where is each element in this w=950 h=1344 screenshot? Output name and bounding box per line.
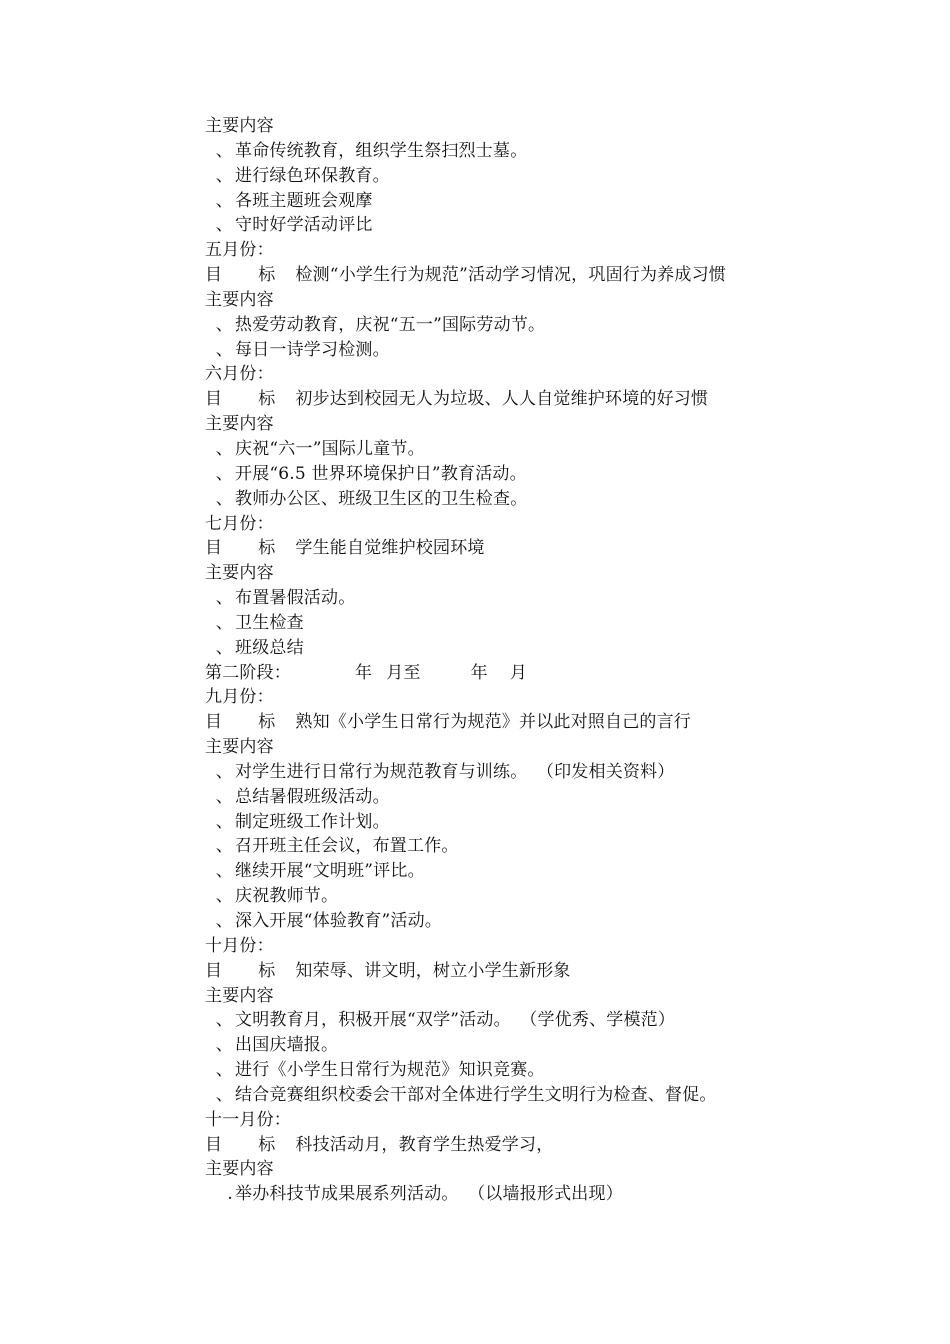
goal-label-biao: 标 — [258, 960, 276, 981]
list-item-text: 卫生检查 — [235, 612, 304, 633]
goal-label-mu: 目 — [205, 1134, 223, 1155]
goal-text: 初步达到校园无人为垃圾、人人自觉维护环境的好习惯 — [295, 389, 709, 410]
list-bullet: 、 — [215, 339, 233, 360]
section-heading — [205, 362, 905, 387]
section-heading — [205, 512, 905, 537]
list-item — [205, 810, 905, 835]
list-bullet: 、 — [215, 637, 233, 658]
goal-text: 科技活动月，教育学生热爱学习， — [295, 1134, 554, 1155]
list-item — [205, 313, 905, 338]
section-heading — [205, 1157, 905, 1182]
heading-text: 主要内容 — [205, 563, 274, 584]
list-item-text: 革命传统教育，组织学生祭扫烈士墓。 — [235, 140, 528, 161]
goal-label-mu: 目 — [205, 960, 223, 981]
list-item-text: 教师办公区、班级卫生区的卫生检查。 — [235, 488, 528, 509]
list-bullet: 、 — [215, 761, 233, 782]
section-heading — [205, 735, 905, 760]
list-item-text: 继续开展“文明班”评比。 — [235, 861, 425, 882]
list-item — [205, 760, 905, 785]
heading-text: 十月份： — [205, 935, 274, 956]
list-item — [205, 909, 905, 934]
list-bullet: 、 — [215, 1010, 233, 1031]
list-item-note: （以墙报形式出现） — [476, 1184, 623, 1205]
list-item-text: 班级总结 — [235, 637, 304, 658]
heading-text: 十一月份： — [205, 1109, 291, 1130]
goal-label-biao: 标 — [258, 265, 276, 286]
list-item — [205, 785, 905, 810]
section-heading — [205, 238, 905, 263]
goal-label-mu: 目 — [205, 538, 223, 559]
list-bullet: 、 — [215, 1060, 233, 1081]
stage-line — [205, 661, 905, 686]
goal-label-biao: 标 — [258, 712, 276, 733]
list-item — [205, 139, 905, 164]
heading-text: 主要内容 — [205, 1159, 274, 1180]
list-item — [205, 189, 905, 214]
goal-label-mu: 目 — [205, 712, 223, 733]
list-item — [205, 213, 905, 238]
goal-label-mu: 目 — [205, 265, 223, 286]
list-bullet: 、 — [215, 911, 233, 931]
heading-text: 六月份： — [205, 364, 274, 385]
stage-year-start: 年 — [355, 662, 373, 683]
goal-line — [205, 536, 905, 561]
list-bullet: 、 — [215, 811, 233, 832]
list-bullet: 、 — [215, 1084, 233, 1105]
list-bullet: 、 — [215, 488, 233, 509]
list-item — [205, 462, 905, 487]
list-item — [205, 884, 905, 909]
list-bullet: 、 — [215, 438, 233, 459]
stage-year-end: 年 — [470, 662, 488, 683]
section-heading — [205, 984, 905, 1009]
list-bullet: 、 — [215, 612, 233, 633]
list-bullet: 、 — [215, 861, 233, 882]
list-item-text: 热爱劳动教育，庆祝“五一”国际劳动节。 — [235, 314, 546, 335]
goal-text: 检测“小学生行为规范”活动学习情况，巩固行为养成习惯 — [295, 265, 726, 286]
list-bullet: 、 — [215, 140, 233, 161]
list-item-text: 守时好学活动评比 — [235, 215, 373, 236]
list-bullet: 、 — [215, 886, 233, 907]
goal-text: 知荣辱、讲文明，树立小学生新形象 — [295, 960, 571, 981]
heading-text: 主要内容 — [205, 116, 274, 136]
heading-text: 主要内容 — [205, 737, 274, 758]
list-bullet: 、 — [215, 165, 233, 186]
section-heading — [205, 561, 905, 586]
list-item-text: 开展“6.5 世界环境保护日”教育活动。 — [235, 463, 527, 484]
list-item-text: 深入开展“体验教育”活动。 — [235, 911, 442, 931]
list-item-text: 进行《小学生日常行为规范》知识竞赛。 — [235, 1060, 545, 1081]
heading-text: 主要内容 — [205, 289, 274, 310]
list-bullet: 、 — [215, 463, 233, 484]
list-item-text: 总结暑假班级活动。 — [235, 786, 390, 807]
stage-label: 第二阶段： — [205, 662, 291, 683]
list-item-text: 庆祝教师节。 — [235, 886, 339, 907]
stage-month-end: 月 — [509, 662, 528, 683]
list-bullet: 、 — [215, 314, 233, 335]
list-item-text: 结合竞赛组织校委会干部对全体进行学生文明行为检查、督促。 — [235, 1084, 717, 1105]
list-item-note: （印发相关资料） — [545, 761, 675, 782]
goal-line — [205, 1133, 905, 1158]
goal-line — [205, 710, 905, 735]
list-bullet: 、 — [215, 215, 233, 236]
list-bullet: 、 — [215, 588, 233, 609]
list-item — [205, 164, 905, 189]
list-bullet: . — [227, 1184, 233, 1205]
heading-text: 七月份： — [205, 513, 274, 534]
list-bullet: 、 — [215, 190, 233, 211]
list-item-text: 布置暑假活动。 — [235, 588, 356, 609]
list-item — [205, 338, 905, 363]
heading-text: 九月份： — [205, 687, 274, 708]
list-item — [205, 1058, 905, 1083]
list-bullet: 、 — [215, 786, 233, 807]
section-heading — [205, 934, 905, 959]
section-heading — [205, 412, 905, 437]
list-item-text: 召开班主任会议，布置工作。 — [235, 836, 459, 857]
list-item — [205, 834, 905, 859]
section-heading — [205, 1108, 905, 1133]
goal-label-biao: 标 — [258, 538, 276, 559]
goal-line — [205, 959, 905, 984]
stage-month-start: 月至 — [386, 662, 421, 683]
list-item — [205, 586, 905, 611]
list-bullet: 、 — [215, 1035, 233, 1056]
heading-text: 主要内容 — [205, 414, 274, 435]
section-heading — [205, 114, 905, 139]
goal-text: 学生能自觉维护校园环境 — [295, 538, 485, 559]
list-item — [205, 611, 905, 636]
list-item-text: 对学生进行日常行为规范教育与训练。 — [235, 761, 528, 782]
list-item-text: 进行绿色环保教育。 — [235, 165, 390, 186]
list-item — [205, 1033, 905, 1058]
section-heading — [205, 288, 905, 313]
list-item-note: （学优秀、学模范） — [528, 1010, 676, 1031]
list-bullet: 、 — [215, 836, 233, 857]
list-item — [205, 636, 905, 661]
list-item — [205, 1008, 905, 1033]
list-item — [205, 859, 905, 884]
list-item — [205, 1182, 905, 1207]
list-item-text: 庆祝“六一”国际儿童节。 — [235, 438, 425, 459]
heading-text: 主要内容 — [205, 985, 274, 1006]
list-item — [205, 487, 905, 512]
section-heading — [205, 685, 905, 710]
list-item-text: 每日一诗学习检测。 — [235, 339, 390, 360]
goal-line — [205, 387, 905, 412]
list-item-text: 文明教育月，积极开展“双学”活动。 — [235, 1010, 511, 1031]
document-page — [205, 114, 905, 1207]
goal-label-mu: 目 — [205, 389, 223, 410]
goal-line — [205, 263, 905, 288]
list-item-text: 举办科技节成果展系列活动。 — [235, 1184, 459, 1205]
goal-label-biao: 标 — [258, 1134, 276, 1155]
list-item-text: 出国庆墙报。 — [235, 1035, 339, 1056]
goal-label-biao: 标 — [258, 389, 276, 410]
goal-text: 熟知《小学生日常行为规范》并以此对照自己的言行 — [295, 712, 692, 733]
heading-text: 五月份： — [205, 240, 274, 261]
list-item-text: 各班主题班会观摩 — [235, 190, 373, 211]
list-item — [205, 437, 905, 462]
list-item-text: 制定班级工作计划。 — [235, 811, 390, 832]
list-item — [205, 1083, 905, 1108]
